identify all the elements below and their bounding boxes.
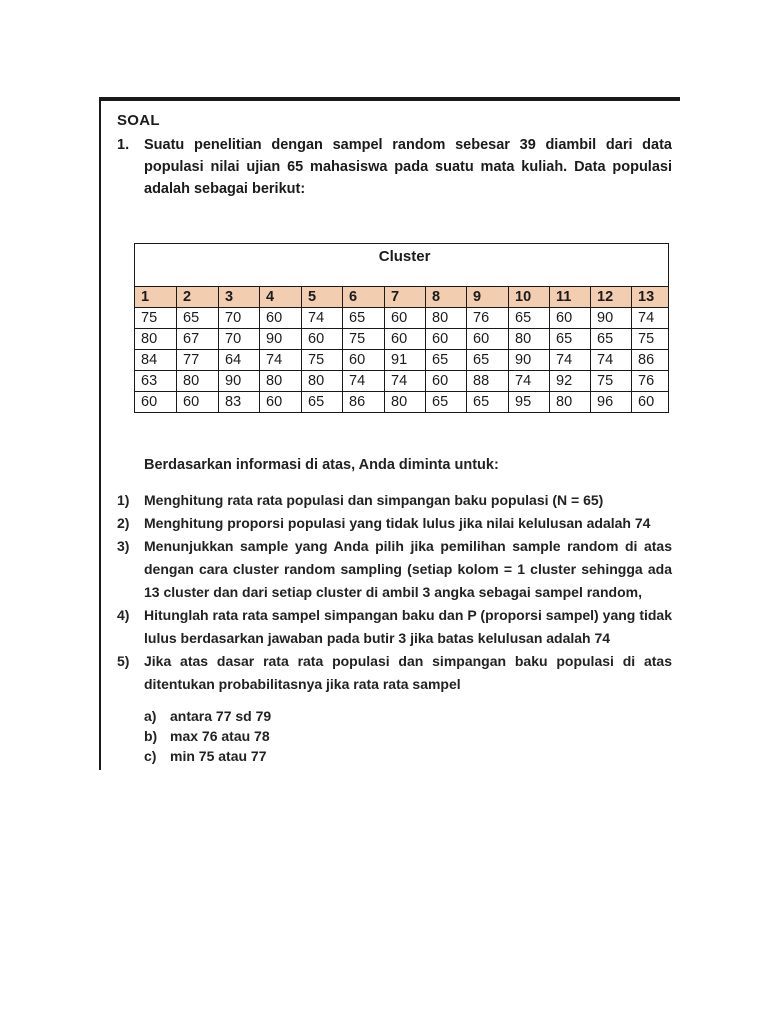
table-cell: 91 (385, 350, 426, 371)
page-title: SOAL (117, 112, 160, 129)
table-cell: 90 (591, 308, 632, 329)
column-header: 2 (177, 287, 219, 308)
table-cell: 80 (135, 329, 177, 350)
column-header: 6 (343, 287, 385, 308)
table-cell: 92 (550, 371, 591, 392)
table-cell: 95 (509, 392, 550, 413)
table-cell: 65 (426, 350, 467, 371)
table-cell: 75 (632, 329, 669, 350)
table-cell: 60 (260, 392, 302, 413)
sub-item-text: max 76 atau 78 (170, 728, 270, 744)
table-cell: 80 (385, 392, 426, 413)
task-item (117, 650, 672, 696)
sub-item-letter: b) (144, 728, 158, 744)
table-cell: 60 (632, 392, 669, 413)
question-1 (117, 134, 672, 200)
sub-item (144, 746, 271, 766)
table-cell: 80 (177, 371, 219, 392)
sub-item-letter: c) (144, 748, 157, 764)
table-cell: 74 (591, 350, 632, 371)
column-header: 3 (219, 287, 260, 308)
table-cell: 65 (343, 308, 385, 329)
cluster-table (134, 243, 669, 413)
column-header: 10 (509, 287, 550, 308)
table-cell: 67 (177, 329, 219, 350)
question-1-number: 1. (117, 137, 130, 153)
table-cell: 74 (302, 308, 343, 329)
table-cell: 65 (467, 350, 509, 371)
table-row (135, 392, 669, 413)
table-cell: 65 (467, 392, 509, 413)
table-cell: 84 (135, 350, 177, 371)
task-number: 2) (117, 515, 130, 531)
table-cell: 75 (302, 350, 343, 371)
table-cell: 60 (343, 350, 385, 371)
table-cell: 74 (343, 371, 385, 392)
table-row (135, 308, 669, 329)
table-row (135, 350, 669, 371)
table-cell: 80 (509, 329, 550, 350)
table-cell: 60 (385, 308, 426, 329)
table-cell: 80 (302, 371, 343, 392)
table-cell: 60 (426, 371, 467, 392)
table-cell: 60 (135, 392, 177, 413)
column-header: 5 (302, 287, 343, 308)
table-cell: 88 (467, 371, 509, 392)
table-cell: 60 (426, 329, 467, 350)
table-cell: 86 (343, 392, 385, 413)
table-cell: 70 (219, 329, 260, 350)
table-cell: 65 (426, 392, 467, 413)
task-number: 3) (117, 538, 130, 554)
task-text: Menghitung rata rata populasi dan simpangan baku populasi (N = 65) (144, 492, 604, 508)
task-item (117, 512, 672, 535)
column-header: 8 (426, 287, 467, 308)
table-cell: 60 (385, 329, 426, 350)
table-cell: 63 (135, 371, 177, 392)
task-text: Menunjukkan sample yang Anda pilih jika pemilihan sample random di atas dengan cara cluster random sampling (setiap kolom = 1 cluster sehingga ada 13 cluster dan dari setiap cluster di ambil 3 angka sebagai sampel random, (144, 538, 672, 600)
table-cell: 90 (509, 350, 550, 371)
sub-item (144, 726, 271, 746)
table-cell: 65 (302, 392, 343, 413)
task-text: Hitunglah rata rata sampel simpangan baku dan P (proporsi sampel) yang tidak lulus berdasarkan jawaban pada butir 3 jika batas kelulusan adalah 74 (144, 607, 672, 646)
table-cell: 60 (550, 308, 591, 329)
question-1-text: Suatu penelitian dengan sampel random sebesar 39 diambil dari data populasi nilai ujian 65 mahasiswa pada suatu mata kuliah. Data populasi adalah sebagai berikut: (144, 137, 672, 197)
column-header: 11 (550, 287, 591, 308)
table-cell: 80 (426, 308, 467, 329)
table-cell: 65 (177, 308, 219, 329)
table-cell: 80 (550, 392, 591, 413)
task-number: 4) (117, 607, 130, 623)
table-cell: 74 (509, 371, 550, 392)
table-cell: 75 (135, 308, 177, 329)
table-cell: 60 (467, 329, 509, 350)
table-cell: 74 (550, 350, 591, 371)
table-cell: 60 (302, 329, 343, 350)
table-cell: 74 (385, 371, 426, 392)
table-caption: Cluster (135, 244, 669, 287)
column-header: 7 (385, 287, 426, 308)
task-item (117, 489, 672, 512)
table-cell: 64 (219, 350, 260, 371)
table-cell: 86 (632, 350, 669, 371)
task-text: Jika atas dasar rata rata populasi dan simpangan baku populasi di atas ditentukan probabilitasnya jika rata rata sampel (144, 653, 672, 692)
task-item (117, 604, 672, 650)
table-cell: 60 (177, 392, 219, 413)
table-row (135, 371, 669, 392)
table-cell: 80 (260, 371, 302, 392)
sub-item (144, 706, 271, 726)
table-cell: 60 (260, 308, 302, 329)
table-cell: 74 (632, 308, 669, 329)
task-item (117, 535, 672, 604)
table-cell: 76 (467, 308, 509, 329)
table-cell: 83 (219, 392, 260, 413)
column-header: 12 (591, 287, 632, 308)
column-header: 13 (632, 287, 669, 308)
task-number: 5) (117, 653, 130, 669)
task-number: 1) (117, 492, 130, 508)
table-cell: 75 (591, 371, 632, 392)
table-cell: 65 (550, 329, 591, 350)
column-header: 1 (135, 287, 177, 308)
instruction-text: Berdasarkan informasi di atas, Anda diminta untuk: (144, 457, 499, 473)
table-cell: 75 (343, 329, 385, 350)
table-cell: 77 (177, 350, 219, 371)
table-cell: 90 (260, 329, 302, 350)
table-cell: 65 (591, 329, 632, 350)
sub-item-text: antara 77 sd 79 (170, 708, 272, 724)
task-text: Menghitung proporsi populasi yang tidak lulus jika nilai kelulusan adalah 74 (144, 515, 651, 531)
column-header: 9 (467, 287, 509, 308)
table-header-row (135, 287, 669, 308)
table-cell: 76 (632, 371, 669, 392)
table-cell: 65 (509, 308, 550, 329)
table-cell: 96 (591, 392, 632, 413)
sub-item-list (144, 706, 271, 766)
table-cell: 70 (219, 308, 260, 329)
document-page (100, 101, 680, 769)
table-cell: 74 (260, 350, 302, 371)
sub-item-letter: a) (144, 708, 157, 724)
sub-item-text: min 75 atau 77 (170, 748, 267, 764)
table-cell: 90 (219, 371, 260, 392)
column-header: 4 (260, 287, 302, 308)
table-row (135, 329, 669, 350)
task-list (117, 489, 672, 696)
